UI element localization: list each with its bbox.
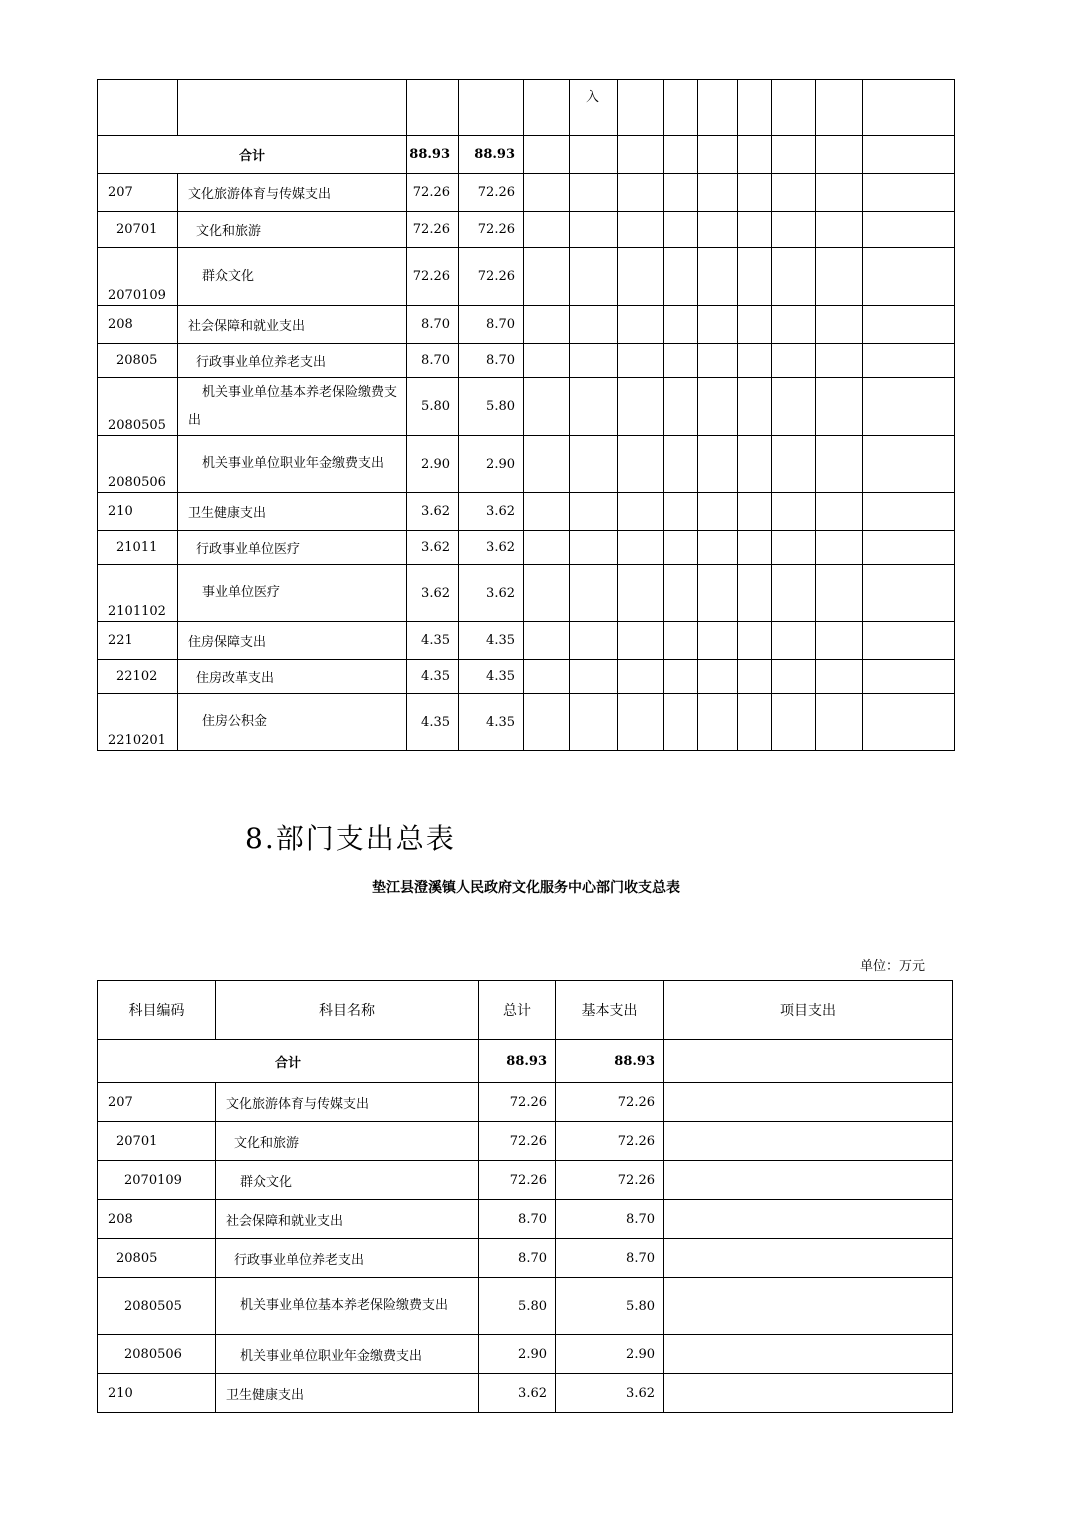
- total-label: 合计: [98, 136, 407, 174]
- header-name: 科目名称: [216, 981, 479, 1040]
- row-code: 22102: [98, 660, 178, 694]
- section-title: 8.部门支出总表: [245, 822, 456, 855]
- table-row: [98, 493, 955, 531]
- header-fragment-text: 入: [570, 80, 618, 136]
- department-expenditure-table: [97, 980, 953, 1413]
- row-code: 21011: [98, 531, 178, 565]
- row-code: 2080506: [98, 436, 178, 493]
- row-code: 20805: [98, 1239, 216, 1278]
- row-total: 72.26: [407, 174, 459, 212]
- row-basic: 3.62: [459, 531, 524, 565]
- row-name: 卫生健康支出: [216, 1374, 479, 1413]
- row-name: 行政事业单位养老支出: [178, 344, 407, 378]
- row-code: 2080505: [98, 1278, 216, 1335]
- basic-value: 88.93: [459, 136, 524, 174]
- table-row: [98, 565, 955, 622]
- row-code: 20701: [98, 212, 178, 248]
- total-row: [98, 1040, 953, 1083]
- row-name: 群众文化: [216, 1161, 479, 1200]
- row-code: 208: [98, 1200, 216, 1239]
- table-row: [98, 531, 955, 565]
- row-total: 3.62: [479, 1374, 556, 1413]
- row-total: 72.26: [479, 1161, 556, 1200]
- row-basic: 4.35: [459, 622, 524, 660]
- table-header-row: [98, 981, 953, 1040]
- row-code: 2070109: [98, 248, 178, 306]
- table-row: [98, 212, 955, 248]
- row-name: 机关事业单位职业年金缴费支出: [178, 436, 407, 493]
- row-name: 文化旅游体育与传媒支出: [178, 174, 407, 212]
- row-code: 2101102: [98, 565, 178, 622]
- row-name: 住房改革支出: [178, 660, 407, 694]
- row-name: 文化旅游体育与传媒支出: [216, 1083, 479, 1122]
- row-total: 72.26: [479, 1083, 556, 1122]
- table-row: [98, 660, 955, 694]
- row-code: 20701: [98, 1122, 216, 1161]
- row-total: 3.62: [407, 565, 459, 622]
- row-basic: 2.90: [556, 1335, 664, 1374]
- unit-label: 单位：万元: [860, 959, 926, 974]
- row-name: 机关事业单位基本养老保险缴费支出: [216, 1278, 479, 1335]
- row-code: 221: [98, 622, 178, 660]
- row-total: 5.80: [407, 378, 459, 436]
- row-name: 群众文化: [178, 248, 407, 306]
- row-total: 4.35: [407, 660, 459, 694]
- table-row: [98, 1335, 953, 1374]
- row-name: 住房公积金: [178, 694, 407, 751]
- row-total: 8.70: [407, 306, 459, 344]
- row-total: 2.90: [479, 1335, 556, 1374]
- row-code: 207: [98, 1083, 216, 1122]
- table-row: [98, 622, 955, 660]
- row-name: 卫生健康支出: [178, 493, 407, 531]
- table-title: 垫江县澄溪镇人民政府文化服务中心部门收支总表: [372, 880, 680, 896]
- row-basic: 72.26: [556, 1122, 664, 1161]
- row-code: 210: [98, 1374, 216, 1413]
- row-code: 2210201: [98, 694, 178, 751]
- row-total: 2.90: [407, 436, 459, 493]
- row-basic: 4.35: [459, 694, 524, 751]
- total-value: 88.93: [479, 1040, 556, 1083]
- row-name: 社会保障和就业支出: [178, 306, 407, 344]
- row-basic: 8.70: [556, 1200, 664, 1239]
- row-basic: 8.70: [459, 306, 524, 344]
- row-name: 住房保障支出: [178, 622, 407, 660]
- row-total: 72.26: [407, 248, 459, 306]
- row-code: 207: [98, 174, 178, 212]
- table-row: [98, 436, 955, 493]
- row-total: 3.62: [407, 493, 459, 531]
- row-code: 2070109: [98, 1161, 216, 1200]
- row-code: 210: [98, 493, 178, 531]
- basic-value: 88.93: [556, 1040, 664, 1083]
- row-name: 社会保障和就业支出: [216, 1200, 479, 1239]
- header-total: 总计: [479, 981, 556, 1040]
- row-basic: 72.26: [556, 1083, 664, 1122]
- row-basic: 2.90: [459, 436, 524, 493]
- row-code: 2080506: [98, 1335, 216, 1374]
- table-row: [98, 1374, 953, 1413]
- row-basic: 4.35: [459, 660, 524, 694]
- expenditure-table-continued: [97, 79, 955, 751]
- row-basic: 5.80: [459, 378, 524, 436]
- total-value: 88.93: [407, 136, 459, 174]
- table-row: [98, 174, 955, 212]
- row-total: 4.35: [407, 694, 459, 751]
- table-row: [98, 1161, 953, 1200]
- row-name: 机关事业单位职业年金缴费支出: [216, 1335, 479, 1374]
- row-total: 8.70: [479, 1200, 556, 1239]
- row-basic: 3.62: [459, 565, 524, 622]
- row-basic: 72.26: [459, 174, 524, 212]
- row-code: 20805: [98, 344, 178, 378]
- row-total: 72.26: [407, 212, 459, 248]
- row-code: 2080505: [98, 378, 178, 436]
- row-name: 文化和旅游: [178, 212, 407, 248]
- row-basic: 3.62: [459, 493, 524, 531]
- row-name: 事业单位医疗: [178, 565, 407, 622]
- row-basic: 72.26: [459, 248, 524, 306]
- row-basic: 3.62: [556, 1374, 664, 1413]
- row-total: 8.70: [407, 344, 459, 378]
- table-row: [98, 344, 955, 378]
- row-total: 4.35: [407, 622, 459, 660]
- row-basic: 8.70: [556, 1239, 664, 1278]
- row-name: 文化和旅游: [216, 1122, 479, 1161]
- row-name: 行政事业单位养老支出: [216, 1239, 479, 1278]
- row-total: 72.26: [479, 1122, 556, 1161]
- table-row: [98, 1122, 953, 1161]
- header-project: 项目支出: [664, 981, 953, 1040]
- table-row: [98, 694, 955, 751]
- table-header-fragment-row: [98, 80, 955, 136]
- row-basic: 72.26: [459, 212, 524, 248]
- row-name: 行政事业单位医疗: [178, 531, 407, 565]
- row-code: 208: [98, 306, 178, 344]
- table-row: [98, 248, 955, 306]
- header-code: 科目编码: [98, 981, 216, 1040]
- row-total: 8.70: [479, 1239, 556, 1278]
- table-row: [98, 1083, 953, 1122]
- table-row: [98, 1239, 953, 1278]
- total-label: 合计: [98, 1040, 479, 1083]
- header-basic: 基本支出: [556, 981, 664, 1040]
- row-total: 5.80: [479, 1278, 556, 1335]
- table-row: [98, 1200, 953, 1239]
- row-basic: 72.26: [556, 1161, 664, 1200]
- row-basic: 5.80: [556, 1278, 664, 1335]
- row-basic: 8.70: [459, 344, 524, 378]
- total-row: [98, 136, 955, 174]
- table-row: [98, 306, 955, 344]
- table-row: [98, 378, 955, 436]
- row-total: 3.62: [407, 531, 459, 565]
- table-row: [98, 1278, 953, 1335]
- row-name: 机关事业单位基本养老保险缴费支出: [178, 378, 407, 436]
